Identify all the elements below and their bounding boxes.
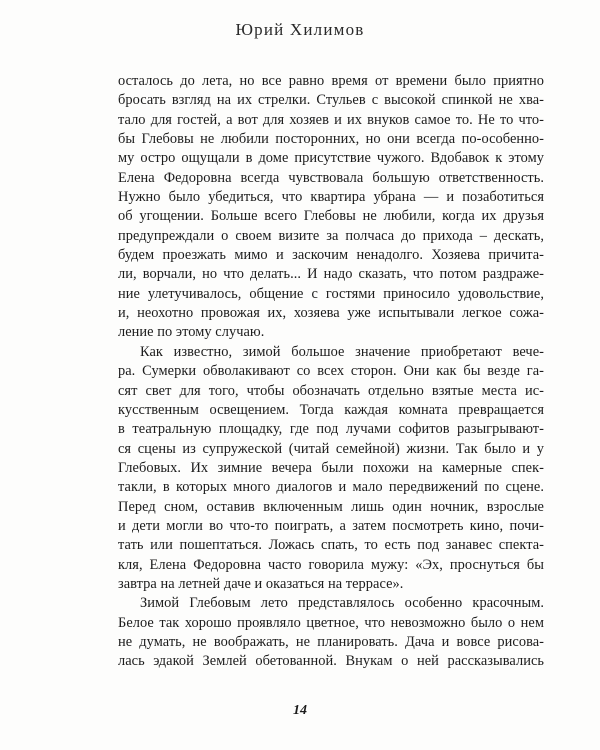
text-line: предупреждали о своем визите за полчаса до прихода – дескать, <box>118 227 544 244</box>
text-line: тать или пошептаться. Ложась спать, то есть под занавес спекта- <box>118 537 544 554</box>
paragraph-3 <box>118 594 544 671</box>
text-line: Белое так хорошо проявляло цветное, что невозможно было о нем <box>118 614 544 631</box>
text-line: сят свет для того, чтобы обозначать отдельно взятые места ис- <box>118 382 544 399</box>
text-line: Перед сном, оставив включенным лишь один ночник, взрослые <box>118 498 544 515</box>
text-line: Зимой Глебовым лето представлялось особенно красочным. <box>140 595 544 612</box>
text-line: об угощении. Больше всего Глебовы не любили, когда их друзья <box>118 208 544 225</box>
paragraph-2 <box>118 343 544 594</box>
text-line: лась эдакой Землей обетованной. Внукам о ней рассказывались <box>118 653 544 670</box>
text-line: му остро ощущали в доме присутствие чужого. Вдобавок к этому <box>118 150 544 167</box>
text-line: и дети могли во что-то поиграть, а затем посмотреть кино, почи- <box>118 517 544 534</box>
text-line: кусственным освещением. Тогда каждая комната превращается <box>118 401 544 418</box>
text-line: кля, Елена Федоровна часто говорила мужу: «Эх, проснуться бы <box>118 556 544 573</box>
text-line: будем проезжать мимо и заскочим ненадолго. Хозяева причита- <box>118 247 544 264</box>
text-line: ра. Сумерки обволакивают со всех сторон. Они как бы везде га- <box>118 363 544 380</box>
running-header-author: Юрий Хилимов <box>235 20 365 39</box>
text-line: осталось до лета, но все равно время от времени было приятно <box>118 73 544 89</box>
text-line: не думать, не воображать, не планировать. Дача и вовсе рисова- <box>118 633 544 650</box>
text-line: бросать взгляд на их стрелки. Стульев с высокой спинкой не хва- <box>118 92 544 109</box>
text-line: в театральную площадку, где под лучами софитов разыгрывают- <box>118 421 544 438</box>
text-line: и, неохотно провожая их, хозяева уже испытывали легкое сожа- <box>118 305 544 322</box>
text-line: ление по этому случаю. <box>118 324 265 341</box>
text-line: ли, ворчали, но что делать... И надо сказать, что потом раздраже- <box>118 266 544 283</box>
paragraph-1 <box>118 72 544 343</box>
text-line: завтра на летней даче и оказаться на террасе». <box>118 575 404 592</box>
text-line: бы Глебовы не любили посторонних, но они всегда по-особенно- <box>118 131 544 148</box>
body-text <box>118 72 544 672</box>
text-line: Как известно, зимой большое значение приобретают вече- <box>140 343 544 360</box>
text-line: Глебовых. Их зимние вечера были похожи на камерные спек- <box>118 459 544 476</box>
text-line: ся сцены из супружеской (читай семейной) жизни. Так было и у <box>118 440 544 457</box>
text-line: Елена Федоровна всегда чувствовала большую ответственность. <box>118 169 544 186</box>
text-line: такли, в которых много диалогов и мало передвижений по сцене. <box>118 479 544 496</box>
text-line: Нужно было убедиться, что квартира убрана — и позаботиться <box>118 189 544 206</box>
page-number: 14 <box>293 703 307 718</box>
text-line: тало для гостей, а вот для хозяев и их внуков самое то. Не то что- <box>118 111 544 128</box>
text-line: ние улетучивалось, общение с гостями приносило удовольствие, <box>118 285 544 302</box>
